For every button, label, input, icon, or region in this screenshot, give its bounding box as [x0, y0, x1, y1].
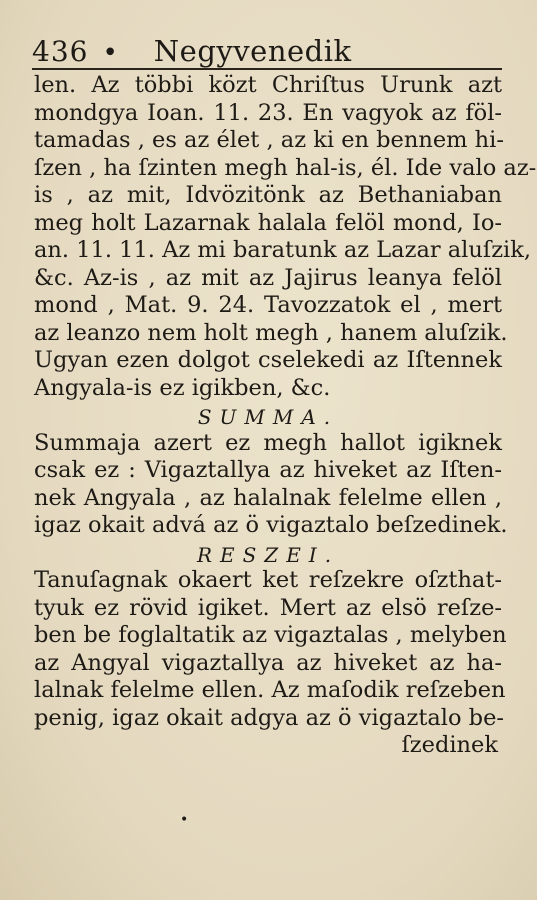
text-line: Angyala-is ez igikben, &c.: [34, 374, 331, 401]
signature-mark: •: [180, 812, 189, 828]
catchword: ſzedinek: [401, 732, 498, 758]
text-line: penig, igaz okait adgya az ö vigaztalo be-: [34, 704, 504, 731]
body-text: [34, 72, 537, 760]
header-rule: [32, 68, 502, 70]
text-line: Summaja azert ez megh hallot igiknek: [34, 429, 502, 456]
header-separator: •: [102, 38, 118, 68]
text-line: len. Az többi közt Chriſtus Urunk azt: [34, 72, 502, 98]
text-line: az Angyal vigaztallya az hiveket az ha-: [34, 649, 502, 676]
text-line: nek Angyala , az halalnak felelme ellen ,: [34, 484, 502, 511]
text-line: tyuk ez rövid igiket. Mert az elsö reſze-: [34, 594, 502, 621]
text-line: igaz okait advá az ö vigaztalo beſzedinek.: [34, 512, 508, 538]
text-line: is , az mit, Idvözitönk az Bethaniaban: [34, 182, 502, 208]
section-heading-summa: SUMMA.: [197, 405, 339, 429]
text-line: mondgya Ioan. 11. 23. En vagyok az föl-: [34, 99, 502, 126]
text-line: lalnak felelme ellen. Az maſodik reſzeben: [34, 677, 506, 703]
text-line: &c. Az-is , az mit az Jajirus leanya felöl: [34, 264, 502, 291]
text-line: ben be foglaltatik az vigaztalas , melyben: [34, 622, 507, 648]
section-heading-reszei: RESZEI.: [196, 542, 340, 567]
text-line: Tanuſagnak okaert ket reſzekre oſzthat-: [34, 567, 502, 593]
text-line: mond , Mat. 9. 24. Tavozzatok el , mert: [34, 292, 502, 318]
text-line: Ugyan ezen dolgot cselekedi az Iſtennek: [34, 347, 502, 373]
page-header: [32, 24, 502, 68]
running-title: Negyvenedik: [153, 34, 352, 68]
text-line: meg holt Lazarnak halala felöl mond, Io-: [34, 209, 502, 236]
text-line: ſzen , ha ſzinten megh hal-is, él. Ide valo az-: [34, 154, 537, 181]
text-line: az leanzo nem holt megh , hanem aluſzik.: [34, 319, 508, 346]
page-number: 436: [32, 35, 89, 68]
text-line: an. 11. 11. Az mi baratunk az Lazar aluſzik,: [34, 237, 532, 263]
text-line: csak ez : Vigaztallya az hiveket az Iſten-: [34, 457, 502, 483]
text-line: tamadas , es az élet , az ki en bennem hi-: [34, 127, 504, 153]
